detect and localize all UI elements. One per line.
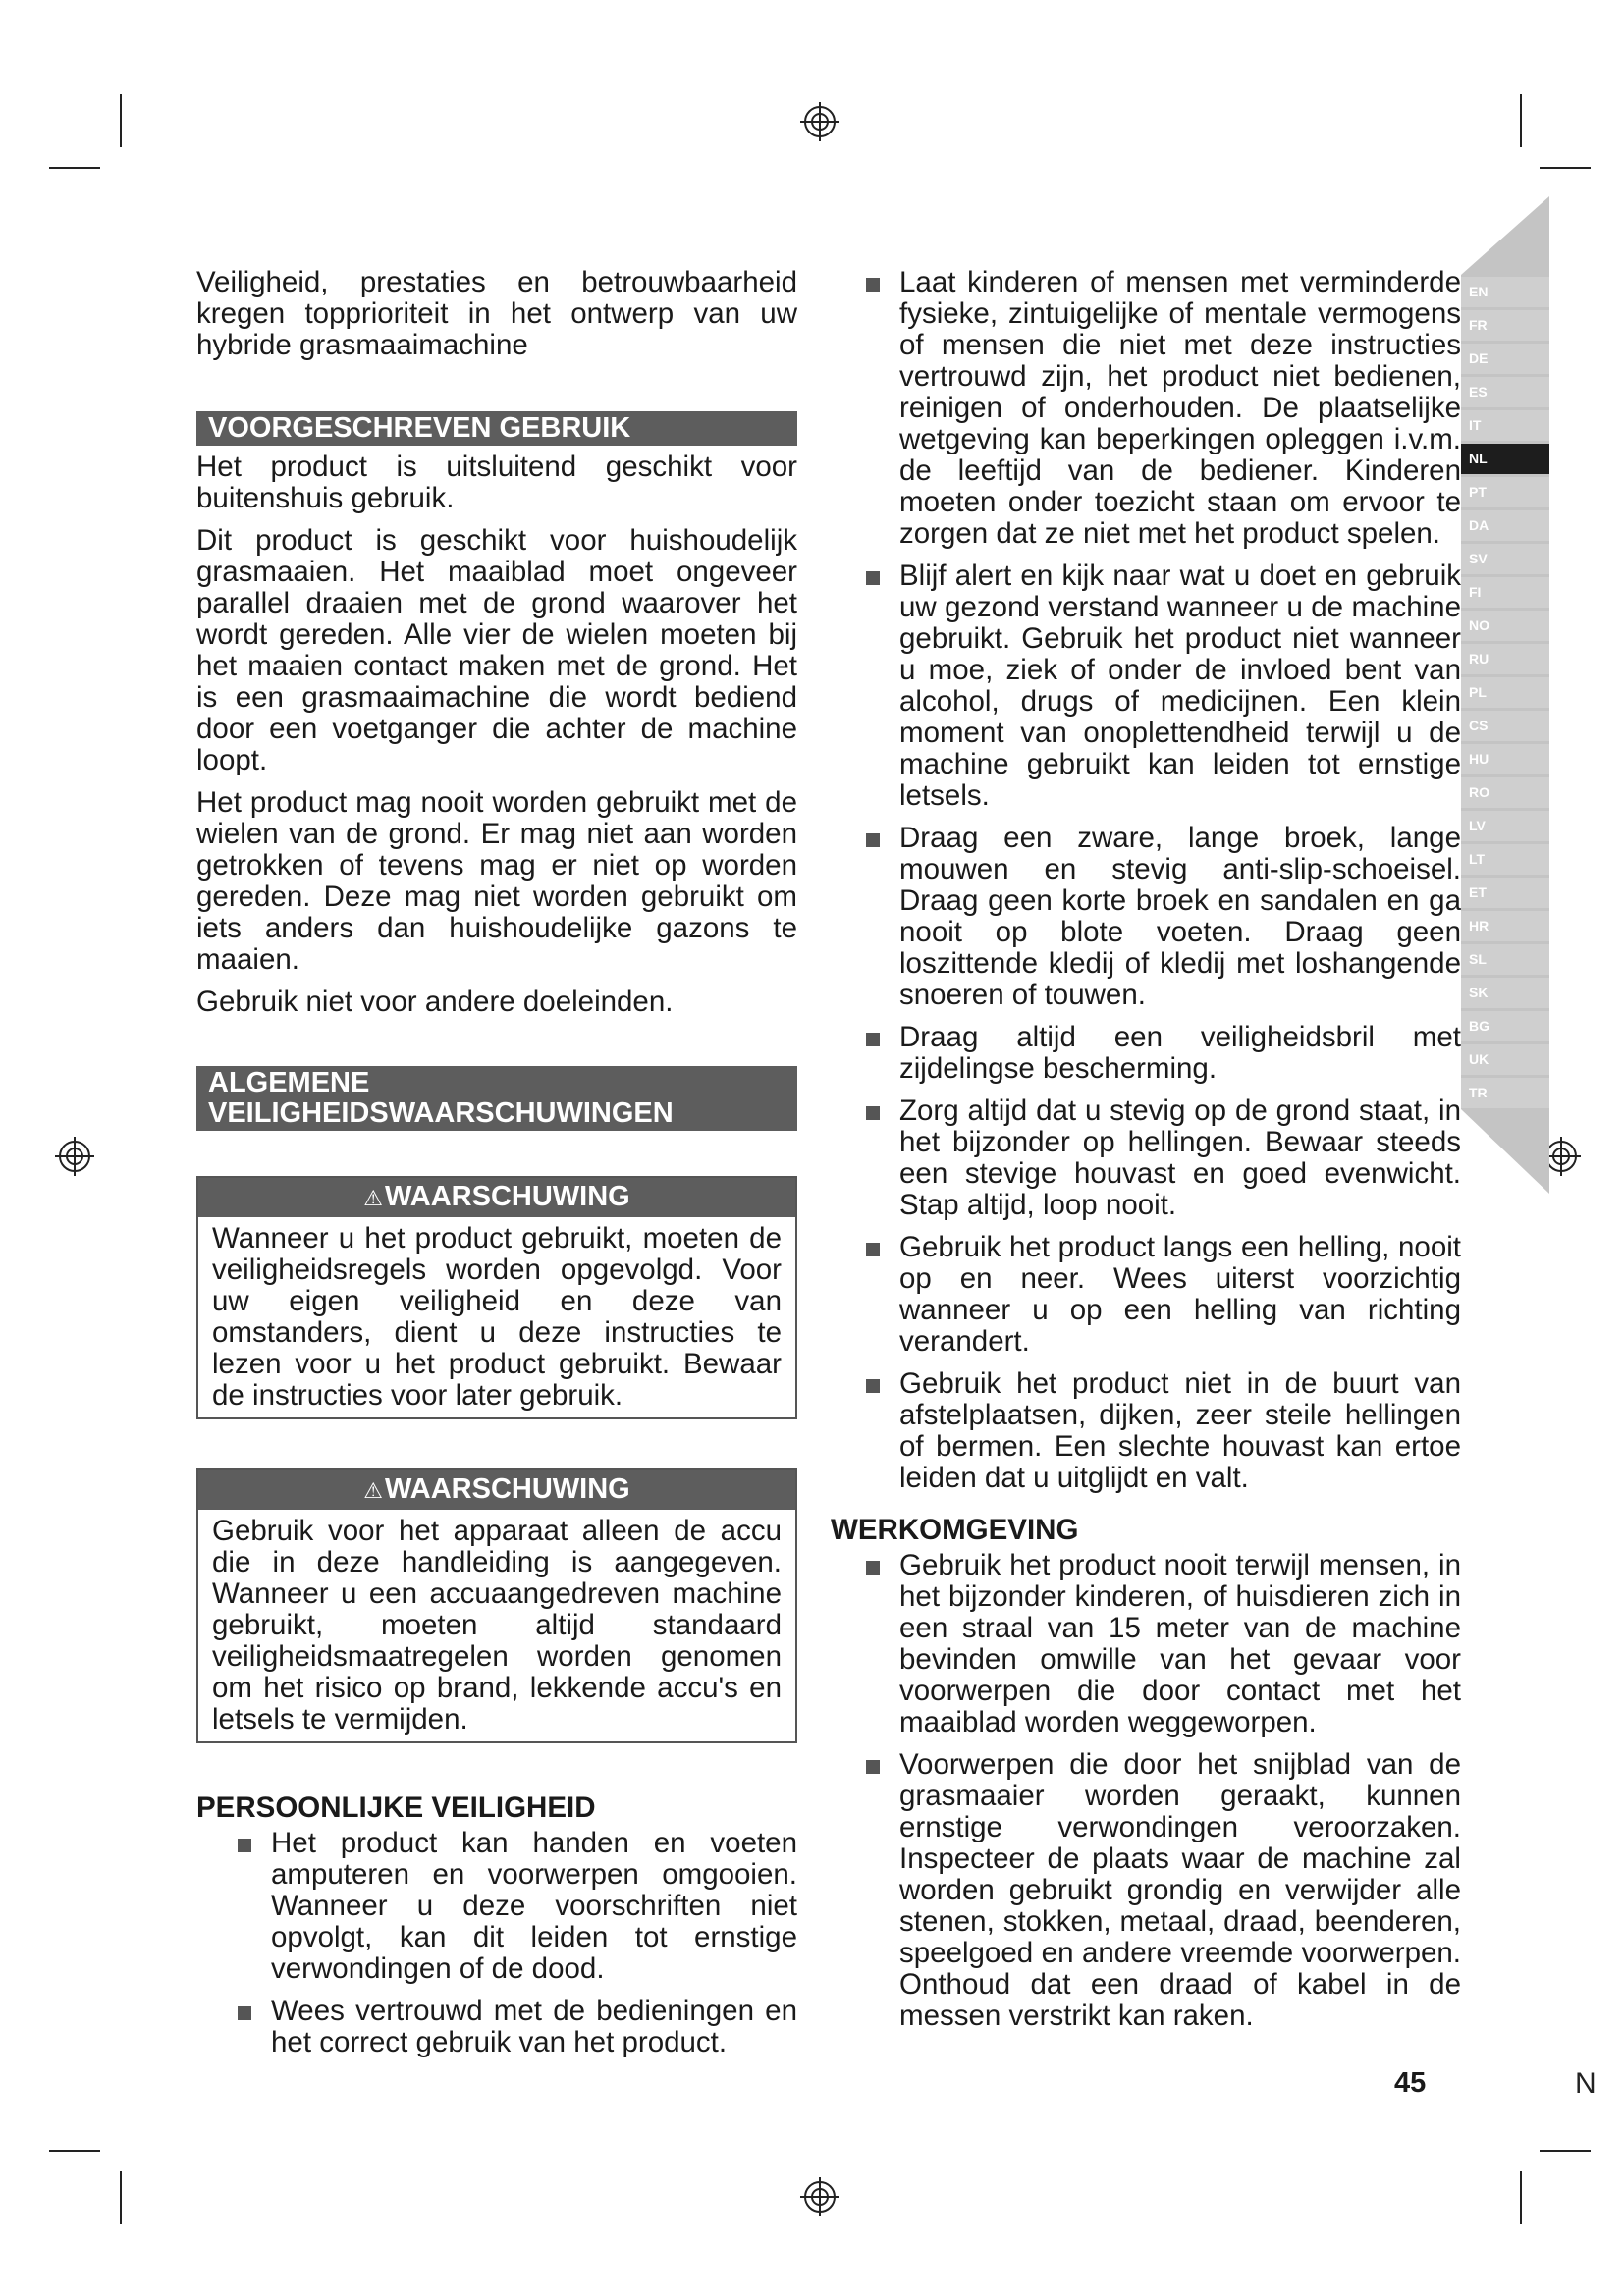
language-tab-ro[interactable]: RO	[1461, 777, 1549, 808]
warning-triangle-icon: ⚠	[363, 1478, 384, 1503]
general-warnings-heading	[196, 1066, 797, 1131]
square-bullet-icon	[866, 1106, 880, 1120]
registration-mark-icon	[798, 100, 841, 143]
list-item: Blijf alert en kijk naar wat u doet en gebruik uw gezond verstand wanneer u de machine gebruikt. Gebruik het product niet wanneer u moe, ziek of onder de invloed bent van alcohol, drugs of medicijnen. Een klein moment van onoplettendheid terwijl u de machine gebruikt kan leiden tot ernstige letsels.	[860, 561, 1461, 812]
crop-mark-top-left-vertical	[120, 94, 122, 147]
language-tab-fi[interactable]: FI	[1461, 577, 1549, 608]
language-tab-tr[interactable]: TR	[1461, 1078, 1549, 1108]
crop-mark-top-right-vertical	[1520, 94, 1522, 147]
intended-use-paragraph: Het product mag nooit worden gebruikt met de wielen van de grond. Er mag niet aan worden getrokken of tevens mag er niet op worden gereden. Deze mag niet worden gebruikt om iets anders dan huishoudelijke gazons te maaien.	[196, 786, 797, 976]
general-warnings-heading-line: ALGEMENE	[208, 1067, 370, 1098]
square-bullet-icon	[866, 278, 880, 292]
language-tab-sv[interactable]: SV	[1461, 544, 1549, 574]
language-tab-de[interactable]: DE	[1461, 344, 1549, 374]
language-tab-uk[interactable]: UK	[1461, 1044, 1549, 1075]
square-bullet-icon	[866, 1561, 880, 1575]
general-warnings-heading-line: VEILIGHEIDSWAARSCHUWINGEN	[208, 1097, 674, 1129]
list-item: Gebruik het product langs een helling, nooit op en neer. Wees uiterst voorzichtig wanneer u op een helling van richting verandert.	[860, 1232, 1461, 1358]
square-bullet-icon	[866, 1379, 880, 1393]
personal-safety-heading: PERSOONLIJKE VEILIGHEID	[196, 1791, 596, 1824]
intended-use-paragraph: Het product is uitsluitend geschikt voor buitenshuis gebruik.	[196, 451, 797, 514]
square-bullet-icon	[238, 2006, 251, 2020]
language-tab-lt[interactable]: LT	[1461, 844, 1549, 875]
warning-box	[196, 1176, 797, 1419]
work-area-heading: WERKOMGEVING	[831, 1514, 1079, 1546]
registration-mark-icon	[53, 1135, 96, 1178]
list-item: Draag altijd een veiligheidsbril met zijdelingse bescherming.	[860, 1022, 1461, 1085]
list-item: Voorwerpen die door het snijblad van de grasmaaier worden geraakt, kunnen ernstige verwondingen veroorzaken. Inspecteer de plaats waar de machine zal worden gebruikt grondig en verwijder alle stenen, stokken, metaal, draad, beenderen, speelgoed en andere vreemde voorwerpen. Onthoud dat een draad of kabel in de messen verstrikt kan raken.	[860, 1749, 1461, 2032]
language-tab-cs[interactable]: CS	[1461, 711, 1549, 741]
language-tab-bg[interactable]: BG	[1461, 1011, 1549, 1041]
language-tab-ru[interactable]: RU	[1461, 644, 1549, 674]
warning-box-header	[198, 1178, 795, 1217]
warning-triangle-icon: ⚠	[363, 1186, 384, 1210]
warning-title: WAARSCHUWING	[385, 1473, 630, 1505]
language-tab-et[interactable]: ET	[1461, 878, 1549, 908]
list-item: Gebruik het product nooit terwijl mensen, in het bijzonder kinderen, of huisdieren zich in een straal van 15 meter van de machine bevinden omwille van het gevaar voor voorwerpen die door contact met het maaiblad worden weggeworpen.	[860, 1550, 1461, 1738]
square-bullet-icon	[866, 1033, 880, 1046]
list-item: Gebruik het product niet in de buurt van afstelplaatsen, dijken, zeer steile hellingen of bermen. Een slechte houvast kan ertoe leiden dat u uitglijdt en valt.	[860, 1368, 1461, 1494]
language-tab-nl[interactable]: NL	[1461, 444, 1549, 474]
personal-safety-list	[232, 1828, 797, 2058]
square-bullet-icon	[866, 1243, 880, 1256]
language-tab-no[interactable]: NO	[1461, 611, 1549, 641]
crop-mark-top-right-horizontal	[1540, 167, 1591, 169]
safety-list	[860, 267, 1461, 1494]
language-tab-hr[interactable]: HR	[1461, 911, 1549, 941]
square-bullet-icon	[866, 1760, 880, 1774]
crop-mark-bottom-right-vertical	[1520, 2171, 1522, 2224]
list-item: Het product kan handen en voeten amputeren en voorwerpen omgooien. Wanneer u deze voorschriften niet opvolgt, kan dit leiden tot ernstige verwondingen of de dood.	[232, 1828, 797, 1985]
language-tab-it[interactable]: IT	[1461, 410, 1549, 441]
warning-text: Wanneer u het product gebruikt, moeten de veiligheidsregels worden opgevolgd. Voor uw eigen veiligheid en deze van omstanders, dient u deze instructies te lezen voor u het product gebruikt. Bewaar de instructies voor later gebruik.	[212, 1222, 782, 1412]
right-column	[831, 266, 1461, 2043]
language-tab-sk[interactable]: SK	[1461, 978, 1549, 1008]
work-area-list	[860, 1550, 1461, 2032]
intended-use-paragraph: Gebruik niet voor andere doeleinden.	[196, 986, 674, 1018]
crop-mark-bottom-left-horizontal	[49, 2150, 100, 2152]
intended-use-heading: VOORGESCHREVEN GEBRUIK	[196, 411, 797, 446]
square-bullet-icon	[866, 833, 880, 847]
list-item: Laat kinderen of mensen met verminderde fysieke, zintuigelijke of mentale vermogens of mensen die niet met deze instructies vertrouwd zijn, het product niet bedienen, reinigen of onderhouden. De plaatselijke wetgeving kan beperkingen opleggen i.v.m. de leeftijd van de bediener. Kinderen moeten onder toezicht staan om ervoor te zorgen dat ze niet met het product spelen.	[860, 267, 1461, 550]
warning-text: Gebruik voor het apparaat alleen de accu die in deze handleiding is aangegeven. Wanneer u een accuaangedreven machine gebruikt, moeten altijd standaard veiligheidsmaatregelen worden genomen om het risico op brand, lekkende accu's en letsels te vermijden.	[212, 1515, 782, 1735]
language-tab-lv[interactable]: LV	[1461, 811, 1549, 841]
intended-use-paragraph: Dit product is geschikt voor huishoudelijk grasmaaien. Het maaiblad moet ongeveer parallel draaien met de grond waarover het wordt gereden. Alle vier de wielen moeten bij het maaien contact maken met de grond. Het is een grasmaaimachine die wordt bediend door een voetganger die achter de machine loopt.	[196, 524, 797, 776]
language-tab-sl[interactable]: SL	[1461, 944, 1549, 975]
crop-mark-bottom-right-horizontal	[1540, 2150, 1591, 2152]
registration-mark-icon	[798, 2175, 841, 2218]
language-tab-da[interactable]: DA	[1461, 510, 1549, 541]
warning-box-header	[198, 1470, 795, 1510]
language-tab-pt[interactable]: PT	[1461, 477, 1549, 507]
language-tab-es[interactable]: ES	[1461, 377, 1549, 407]
language-tab-hu[interactable]: HU	[1461, 744, 1549, 774]
warning-box	[196, 1468, 797, 1743]
intro-paragraph: Veiligheid, prestaties en betrouwbaarheid kregen topprioriteit in het ontwerp van uw hybride grasmaaimachine	[196, 266, 797, 361]
language-tab-en[interactable]: EN	[1461, 277, 1549, 307]
edge-letter: N	[1575, 2067, 1597, 2100]
list-item: Wees vertrouwd met de bedieningen en het correct gebruik van het product.	[232, 1996, 797, 2058]
square-bullet-icon	[238, 1839, 251, 1852]
crop-mark-bottom-left-vertical	[120, 2171, 122, 2224]
list-item: Zorg altijd dat u stevig op de grond staat, in het bijzonder op hellingen. Bewaar steeds een stevige houvast en goed evenwicht. Stap altijd, loop nooit.	[860, 1095, 1461, 1221]
language-tabs	[1461, 277, 1549, 1111]
left-column	[196, 267, 797, 2069]
crop-mark-top-left-horizontal	[49, 167, 100, 169]
page-number: 45	[1394, 2067, 1427, 2099]
warning-title: WAARSCHUWING	[385, 1181, 630, 1212]
list-item: Draag een zware, lange broek, lange mouwen en stevig anti-slip-schoeisel. Draag geen korte broek en sandalen en ga nooit op blote voeten. Draag geen loszittende kledij of kledij met loshangende snoeren of touwen.	[860, 823, 1461, 1011]
language-tab-pl[interactable]: PL	[1461, 677, 1549, 708]
language-tab-fr[interactable]: FR	[1461, 310, 1549, 341]
square-bullet-icon	[866, 571, 880, 585]
